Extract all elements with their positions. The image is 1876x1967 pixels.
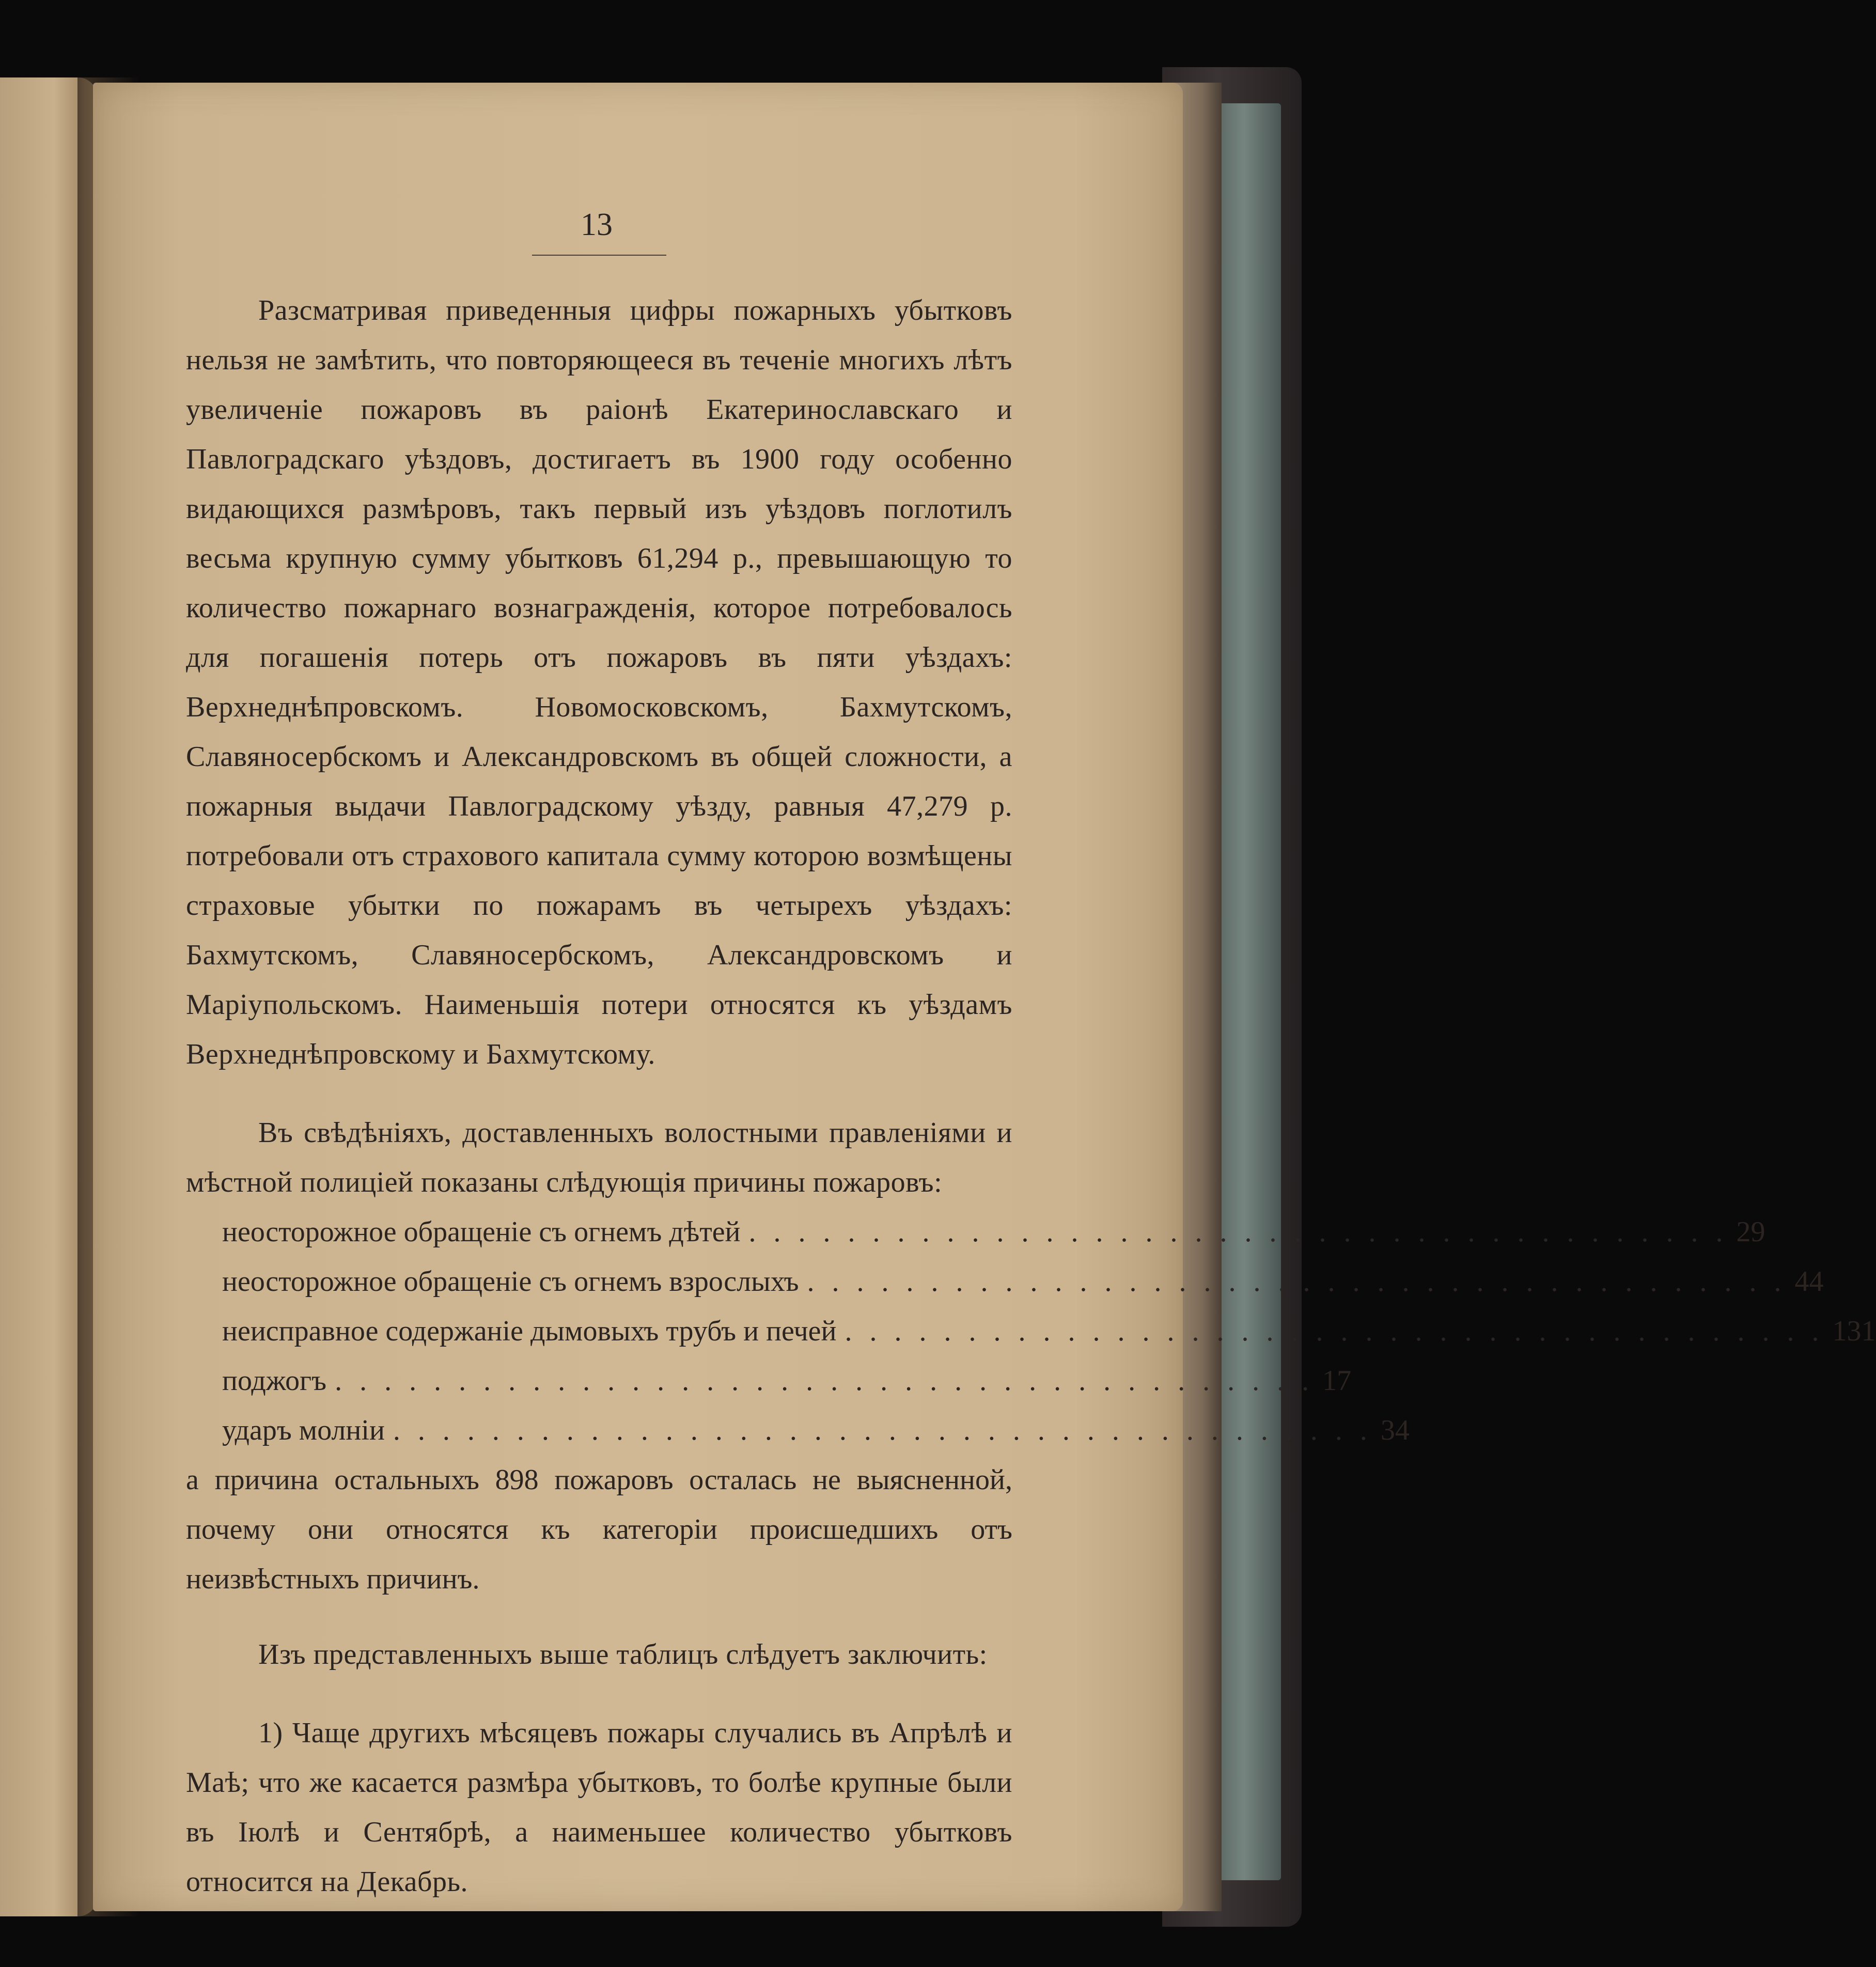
cover-edge <box>1219 103 1281 1880</box>
cause-label: неосторожное обращеніе съ огнемъ взрослыхъ <box>222 1266 799 1298</box>
page-number: 13 <box>581 207 613 242</box>
paragraph-fire-losses: Разсматривая приведенныя цифры пожарныхъ убытковъ нельзя не замѣтить, что повторяющееся въ теченіе многихъ лѣтъ увеличеніе пожаровъ въ раіонѣ Екатеринославскаго и Павлоградскаго уѣздовъ, достигаетъ въ 1900 году особенно видающихся размѣровъ, такъ первый изъ уѣздовъ поглотилъ весьма крупную сумму убытковъ 61,294 р., превышающую то количество пожарнаго вознагражденія, которое потребовалось для погашенія потерь отъ пожаровъ въ пяти уѣздахъ: Верхнеднѣпровскомъ. Новомосковскомъ, Бахмутскомъ, Славяносербскомъ и Александровскомъ въ общей сложности, а пожарныя выдачи Павлоградскому уѣзду, равныя 47,279 р. потребовали отъ страхового капитала сумму которою возмѣщены страховые убытки по пожарамъ въ четырехъ уѣздахъ: Бахмутскомъ, Славяносербскомъ, Александровскомъ и Маріупольскомъ. Наименьшія потери относятся къ уѣздамъ Верхнеднѣпровскому и Бахмутскому. <box>186 294 1012 1070</box>
paragraph-conclusion-1: 1) Чаще другихъ мѣсяцевъ пожары случались въ Апрѣлѣ и Маѣ; что же касается размѣра убытковъ, то болѣе крупные были въ Іюлѣ и Сентябрѣ, а наименьшее количество убытковъ относится на Декабрь. <box>186 1717 1012 1898</box>
cause-count: 29 <box>1736 1216 1765 1248</box>
cause-count: 17 <box>1322 1365 1352 1397</box>
list-item: ударъ молніи . . . . . . . . . . . . . . . . . . . . . . . . . . . . . . . . . . . . . . . . 34 <box>186 1406 1012 1455</box>
header-rule <box>532 255 666 256</box>
cause-count: 34 <box>1380 1414 1410 1446</box>
paragraph-fire-causes <box>186 1108 1876 1604</box>
paragraph-conclusion-intro: Изъ представленныхъ выше таблицъ слѣдуетъ заключить: <box>258 1638 988 1671</box>
causes-intro: Въ свѣдѣніяхъ, доставленныхъ волостными правленіями и мѣстной полиціей показаны слѣдующія причины пожаровъ: <box>186 1117 1012 1198</box>
cause-label: поджогъ <box>222 1365 327 1397</box>
list-item: неосторожное обращеніе съ огнемъ взрослыхъ . . . . . . . . . . . . . . . . . . . . . . . . . . . . . . . . . . . . . . . . 44 <box>186 1257 1012 1306</box>
page-content <box>186 207 1876 1935</box>
causes-outro: а причина остальныхъ 898 пожаровъ осталась не выясненной, почему они относятся къ категоріи происшедшихъ отъ неизвѣстныхъ причинъ. <box>186 1464 1012 1595</box>
list-item: неосторожное обращеніе съ огнемъ дѣтей . . . . . . . . . . . . . . . . . . . . . . . . . . . . . . . . . . . . . . . . 29 <box>186 1207 1012 1257</box>
list-item: неисправное содержаніе дымовыхъ трубъ и печей . . . . . . . . . . . . . . . . . . . . . . . . . . . . . . . . . . . . . . . . 131 <box>186 1306 1012 1356</box>
causes-list <box>186 1207 1876 1455</box>
cause-label: ударъ молніи <box>222 1414 385 1446</box>
cause-label: неосторожное обращеніе съ огнемъ дѣтей <box>222 1216 741 1248</box>
cause-count: 44 <box>1794 1266 1824 1298</box>
cause-label: неисправное содержаніе дымовыхъ трубъ и печей <box>222 1315 837 1347</box>
list-item: поджогъ . . . . . . . . . . . . . . . . . . . . . . . . . . . . . . . . . . . . . . . . 17 <box>186 1356 1012 1406</box>
cause-count: 131 <box>1832 1315 1876 1347</box>
